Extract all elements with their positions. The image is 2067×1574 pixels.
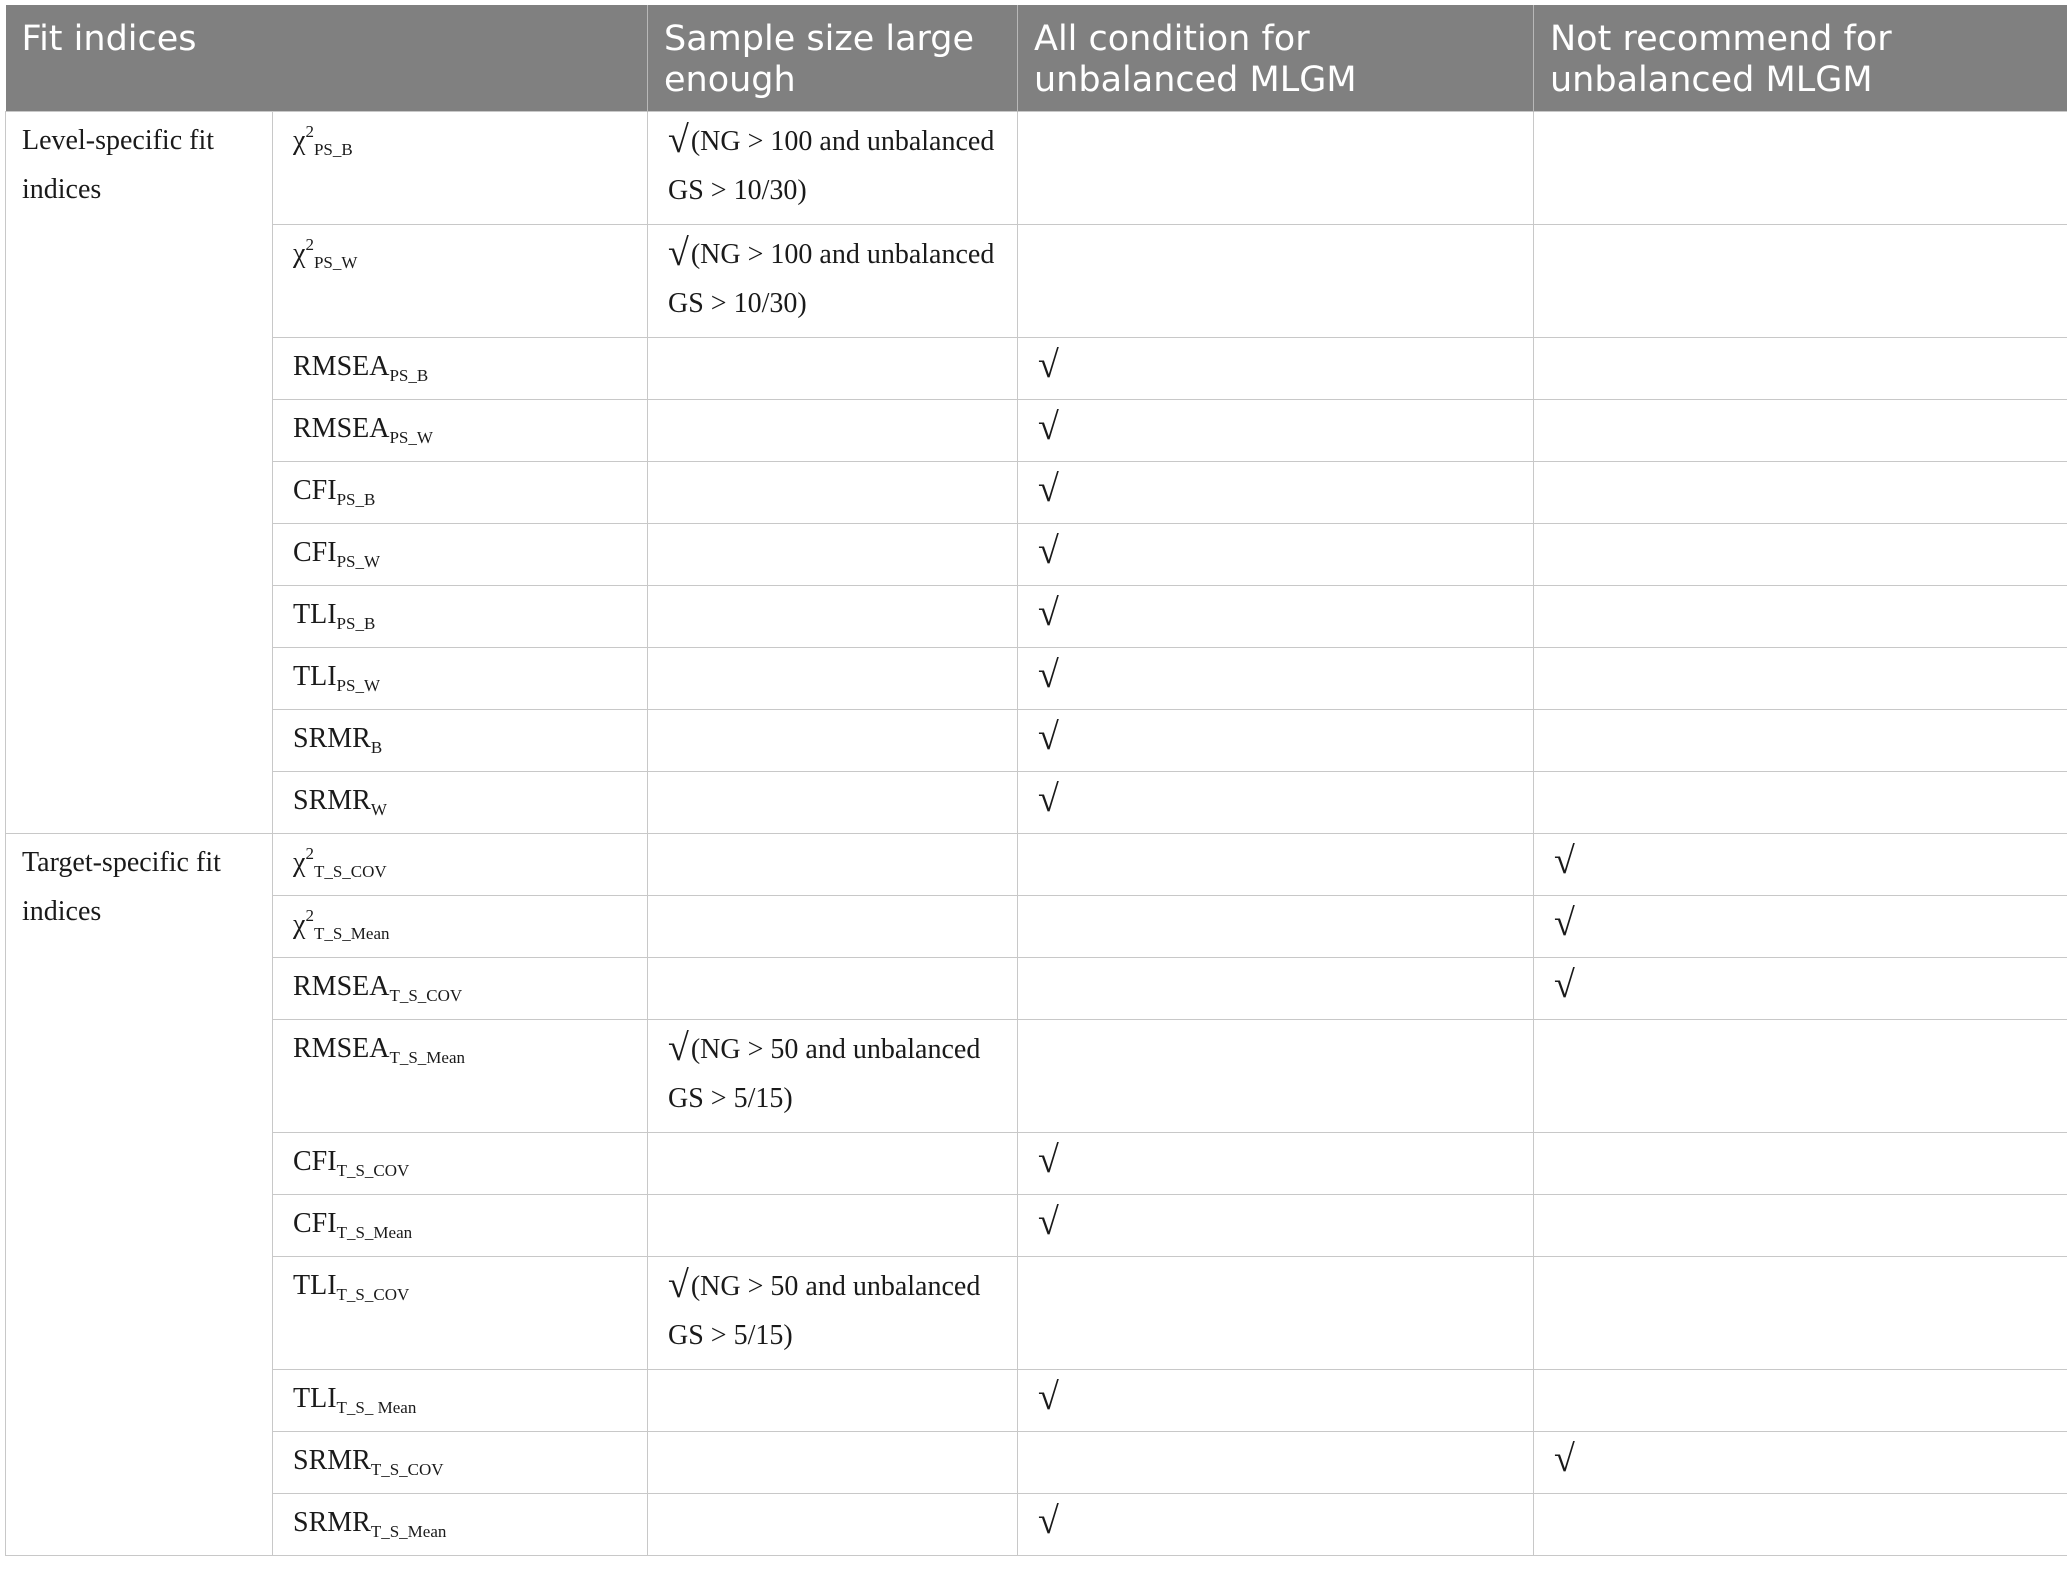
index-subscript: PS_B — [313, 140, 353, 159]
all-condition-cell: √ — [1018, 1494, 1534, 1556]
sample-size-condition: (NG > 50 and unbalanced GS > 5/15) — [668, 1271, 981, 1351]
all-condition-cell: √ — [1018, 586, 1534, 648]
fit-index-name — [273, 462, 648, 524]
not-recommend-cell — [1534, 225, 2067, 338]
not-recommend-cell — [1534, 462, 2067, 524]
sample-size-cell — [648, 834, 1018, 896]
table-row — [6, 400, 2067, 462]
not-recommend-cell — [1534, 772, 2067, 834]
index-base: SRMR — [293, 723, 371, 754]
index-subscript: PS_B — [336, 490, 376, 509]
not-recommend-cell: √ — [1534, 834, 2067, 896]
sample-size-cell — [648, 710, 1018, 772]
sample-size-cell — [648, 1195, 1018, 1257]
all-condition-cell: √ — [1018, 772, 1534, 834]
table-row — [6, 1133, 2067, 1195]
index-base: χ — [293, 125, 306, 156]
fit-index-name — [273, 1494, 648, 1556]
index-base: TLI — [293, 1270, 337, 1301]
table-row — [6, 1370, 2067, 1432]
sample-size-cell — [648, 896, 1018, 958]
header-row — [6, 5, 2067, 112]
sample-size-cell — [648, 1494, 1018, 1556]
fit-index-name — [273, 1020, 648, 1133]
index-subscript: B — [370, 738, 383, 757]
index-base: χ — [293, 909, 306, 940]
index-subscript: T_S_Mean — [336, 1223, 413, 1242]
index-base: χ — [293, 847, 306, 878]
sample-size-cell — [648, 462, 1018, 524]
sample-size-cell — [648, 225, 1018, 338]
sample-size-cell — [648, 772, 1018, 834]
all-condition-cell: √ — [1018, 1370, 1534, 1432]
table-row — [6, 1195, 2067, 1257]
not-recommend-cell — [1534, 648, 2067, 710]
all-condition-cell: √ — [1018, 1195, 1534, 1257]
not-recommend-cell — [1534, 338, 2067, 400]
header-fit-indices: Fit indices — [6, 5, 648, 112]
index-subscript: T_S_Mean — [389, 1048, 466, 1067]
index-base: CFI — [293, 537, 337, 568]
all-condition-cell — [1018, 834, 1534, 896]
index-base: CFI — [293, 1146, 337, 1177]
not-recommend-cell — [1534, 1370, 2067, 1432]
table-body — [6, 112, 2067, 1556]
sample-size-cell — [648, 958, 1018, 1020]
index-subscript: T_S_COV — [336, 1161, 410, 1180]
not-recommend-cell — [1534, 710, 2067, 772]
index-base: TLI — [293, 1383, 337, 1414]
index-subscript: PS_W — [313, 253, 358, 272]
table-row — [6, 586, 2067, 648]
fit-index-name — [273, 958, 648, 1020]
index-base: SRMR — [293, 785, 371, 816]
fit-index-name — [273, 338, 648, 400]
sample-size-cell — [648, 1257, 1018, 1370]
not-recommend-cell — [1534, 400, 2067, 462]
fit-index-name — [273, 1432, 648, 1494]
fit-index-name — [273, 225, 648, 338]
fit-index-name — [273, 400, 648, 462]
not-recommend-cell — [1534, 112, 2067, 225]
index-base: CFI — [293, 1208, 337, 1239]
fit-index-name — [273, 1257, 648, 1370]
all-condition-cell: √ — [1018, 338, 1534, 400]
index-subscript: T_S_COV — [370, 1460, 444, 1479]
table-row — [6, 1020, 2067, 1133]
check-mark-icon: √ — [668, 1027, 689, 1069]
sample-size-cell — [648, 1133, 1018, 1195]
table-row — [6, 462, 2067, 524]
not-recommend-cell — [1534, 1494, 2067, 1556]
table-row — [6, 524, 2067, 586]
sample-size-cell — [648, 648, 1018, 710]
all-condition-cell: √ — [1018, 648, 1534, 710]
index-base: RMSEA — [293, 971, 390, 1002]
sample-size-condition: (NG > 100 and unbalanced GS > 10/30) — [668, 126, 995, 206]
sample-size-cell — [648, 338, 1018, 400]
not-recommend-cell: √ — [1534, 958, 2067, 1020]
group-label: Target-specific fit indices — [6, 834, 273, 1556]
fit-index-name — [273, 1370, 648, 1432]
sample-size-cell — [648, 1020, 1018, 1133]
table-row — [6, 112, 2067, 225]
table-row — [6, 225, 2067, 338]
sample-size-cell — [648, 1432, 1018, 1494]
table-row — [6, 1494, 2067, 1556]
all-condition-cell: √ — [1018, 524, 1534, 586]
all-condition-cell: √ — [1018, 462, 1534, 524]
header-sample-size: Sample size large enough — [648, 5, 1018, 112]
all-condition-cell — [1018, 896, 1534, 958]
fit-index-name — [273, 710, 648, 772]
index-subscript: T_S_COV — [389, 986, 463, 1005]
fit-index-name — [273, 648, 648, 710]
all-condition-cell: √ — [1018, 710, 1534, 772]
index-base: χ — [293, 238, 306, 269]
check-mark-icon: √ — [668, 119, 689, 161]
table-row — [6, 958, 2067, 1020]
header-all-condition: All condition for unbalanced MLGM — [1018, 5, 1534, 112]
not-recommend-cell — [1534, 1133, 2067, 1195]
index-subscript: PS_B — [389, 366, 429, 385]
all-condition-cell — [1018, 958, 1534, 1020]
all-condition-cell: √ — [1018, 400, 1534, 462]
not-recommend-cell — [1534, 1257, 2067, 1370]
index-base: SRMR — [293, 1507, 371, 1538]
index-superscript: 2 — [305, 235, 314, 254]
not-recommend-cell — [1534, 586, 2067, 648]
all-condition-cell — [1018, 1020, 1534, 1133]
not-recommend-cell: √ — [1534, 1432, 2067, 1494]
index-subscript: W — [370, 800, 387, 819]
header-not-recommend: Not recommend for unbalanced MLGM — [1534, 5, 2067, 112]
table-row — [6, 896, 2067, 958]
index-subscript: T_S_ Mean — [336, 1398, 417, 1417]
index-subscript: T_S_Mean — [313, 924, 390, 943]
check-mark-icon: √ — [668, 1264, 689, 1306]
fit-index-name — [273, 1133, 648, 1195]
fit-index-name — [273, 586, 648, 648]
sample-size-condition: (NG > 50 and unbalanced GS > 5/15) — [668, 1034, 981, 1114]
index-base: RMSEA — [293, 413, 390, 444]
sample-size-cell — [648, 586, 1018, 648]
not-recommend-cell — [1534, 1195, 2067, 1257]
table-row — [6, 772, 2067, 834]
table-row — [6, 1257, 2067, 1370]
fit-index-name — [273, 112, 648, 225]
fit-index-name — [273, 524, 648, 586]
fit-index-name — [273, 834, 648, 896]
index-subscript: PS_W — [336, 552, 381, 571]
all-condition-cell — [1018, 1432, 1534, 1494]
not-recommend-cell: √ — [1534, 896, 2067, 958]
table-row — [6, 834, 2067, 896]
index-subscript: PS_W — [389, 428, 433, 447]
index-subscript: T_S_COV — [313, 862, 387, 881]
index-base: RMSEA — [293, 351, 390, 382]
index-subscript: PS_B — [336, 614, 376, 633]
index-base: CFI — [293, 475, 337, 506]
index-subscript: T_S_COV — [336, 1285, 410, 1304]
index-superscript: 2 — [305, 122, 314, 141]
table-row — [6, 648, 2067, 710]
index-superscript: 2 — [305, 906, 314, 925]
index-subscript: PS_W — [336, 676, 380, 695]
index-superscript: 2 — [305, 844, 314, 863]
index-subscript: T_S_Mean — [370, 1522, 447, 1541]
all-condition-cell: √ — [1018, 1133, 1534, 1195]
fit-indices-table — [5, 5, 2067, 1556]
fit-index-name — [273, 772, 648, 834]
table-row — [6, 710, 2067, 772]
index-base: RMSEA — [293, 1033, 390, 1064]
all-condition-cell — [1018, 1257, 1534, 1370]
sample-size-condition: (NG > 100 and unbalanced GS > 10/30) — [668, 239, 995, 319]
sample-size-cell — [648, 112, 1018, 225]
table-header — [6, 5, 2067, 112]
group-label: Level-specific fit indices — [6, 112, 273, 834]
not-recommend-cell — [1534, 1020, 2067, 1133]
all-condition-cell — [1018, 225, 1534, 338]
table-row — [6, 338, 2067, 400]
fit-index-name — [273, 1195, 648, 1257]
fit-index-name — [273, 896, 648, 958]
index-base: TLI — [293, 661, 337, 692]
sample-size-cell — [648, 1370, 1018, 1432]
index-base: SRMR — [293, 1445, 371, 1476]
table-row — [6, 1432, 2067, 1494]
index-base: TLI — [293, 599, 337, 630]
sample-size-cell — [648, 524, 1018, 586]
sample-size-cell — [648, 400, 1018, 462]
check-mark-icon: √ — [668, 232, 689, 274]
not-recommend-cell — [1534, 524, 2067, 586]
all-condition-cell — [1018, 112, 1534, 225]
